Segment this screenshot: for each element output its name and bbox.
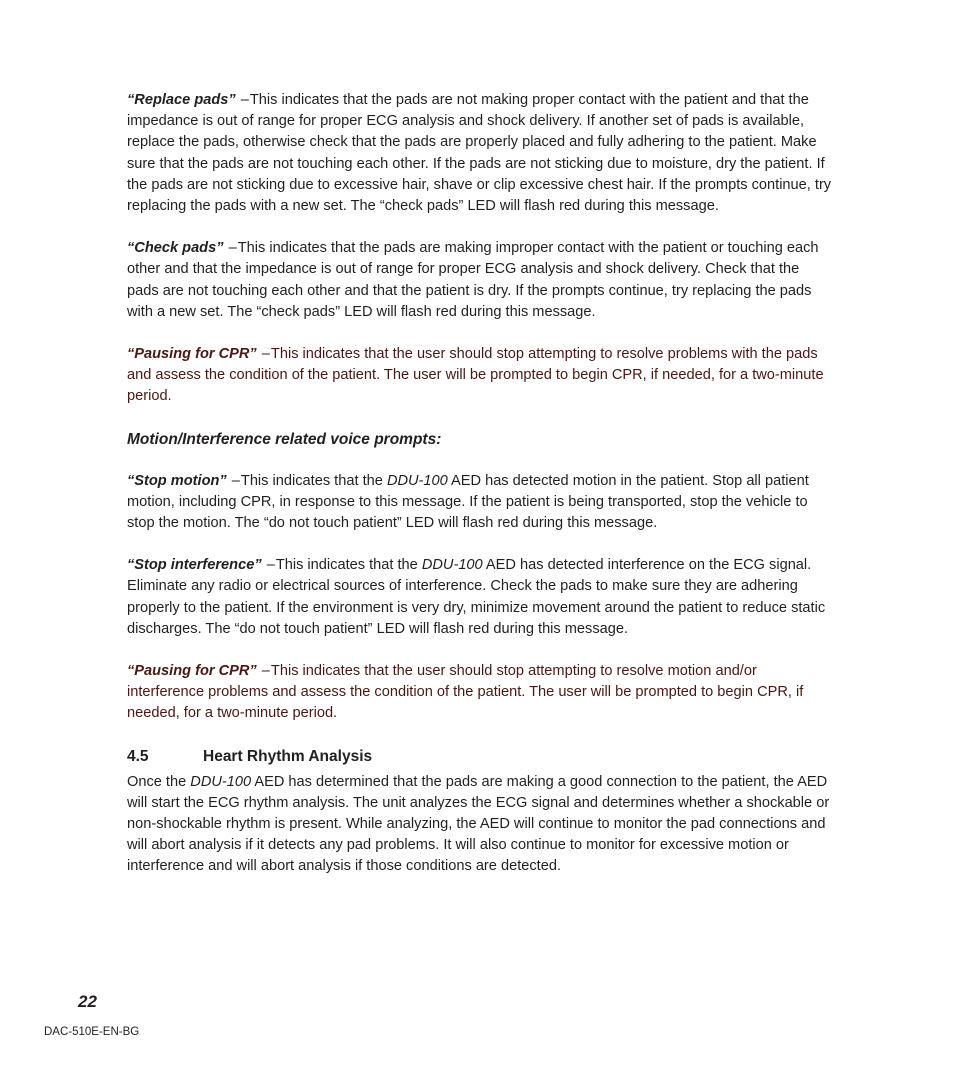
dash: – [261,663,270,680]
paragraph-text: AED has detected motion in the patient. Stop all patient motion, including CPR, in response to this message. If the patient is being transported, stop the vehicle to stop the motion. The “do not touch patient” LED will flash red during this message. [127,472,809,532]
page-content [127,90,832,899]
section-heading [127,746,832,768]
dash: – [261,346,270,363]
device-name: DDU-100 [386,472,448,489]
paragraph-text: This indicates that the pads are making improper contact with the patient or touching each other and that the impedance is out of range for proper ECG analysis and shock delivery. Check that the pads are not touching each other and that the patient is dry. If the prompts continue, try replacing the pads with a new set. The “check pads” LED will flash red during this message. [127,240,819,320]
document-code: DAC-510E-EN-BG [44,1026,140,1038]
paragraph-text: Once the [127,773,191,790]
paragraph-pausing-cpr-2 [127,661,832,725]
prompt-term: “Check pads” [127,240,224,257]
paragraph-text: AED has determined that the pads are making a good connection to the patient, the AED will start the ECG rhythm analysis. The unit analyzes the ECG signal and determines whether a shockable or non-shockable rhythm is present. While analyzing, the AED will continue to monitor the pad connections and will abort analysis if it detects any pad problems. It will also continue to monitor for excessive motion or interference and will abort analysis if those conditions are detected. [127,773,830,875]
paragraph-pausing-cpr-1 [127,344,832,408]
dash: – [231,472,240,489]
prompt-term: “Stop motion” [127,472,227,489]
dash: – [228,240,237,257]
prompt-term: “Pausing for CPR” [127,663,257,680]
paragraph-text: This indicates that the user should stop attempting to resolve problems with the pads and assess the condition of the patient. The user will be prompted to begin CPR, if needed, for a two-minute period. [127,346,824,405]
prompt-term: “Replace pads” [127,92,236,108]
dash: – [240,92,249,108]
paragraph-text: This indicates that the [240,472,387,489]
subheading-motion-interference: Motion/Interference related voice prompts: [127,430,442,448]
paragraph-text: AED has detected interference on the ECG signal. Eliminate any radio or electrical sources of interference. Check the pads to make sure they are adhering properly to the patient. If the environment is very dry, minimize movement around the patient to reduce static discharges. The “do not touch patient” LED will flash red during this message. [127,557,826,637]
prompt-term: “Stop interference” [127,557,262,574]
device-name: DDU-100 [421,557,483,574]
dash: – [266,557,275,574]
section-number: 4.5 [127,747,149,765]
paragraph-check-pads [127,238,832,323]
paragraph-stop-motion [127,471,832,535]
paragraph-text: This indicates that the user should stop attempting to resolve motion and/or interference problems and assess the condition of the patient. The user will be prompted to begin CPR, if needed, for a two-minute period. [127,663,804,722]
paragraph-stop-interference [127,555,832,640]
device-name: DDU-100 [190,773,252,790]
paragraph-text: This indicates that the [275,557,422,574]
page-number: 22 [78,992,97,1011]
prompt-term: “Pausing for CPR” [127,346,257,363]
paragraph-text: This indicates that the pads are not making proper contact with the patient and that the impedance is out of range for proper ECG analysis and shock delivery. If another set of pads is available, replace the pads, otherwise check that the pads are properly placed and fully adhering to the patient. Make sure that the pads are not touching each other. If the pads are not sticking due to moisture, dry the patient. If the pads are not sticking due to excessive hair, shave or clip excessive chest hair. If the prompts continue, try replacing the pads with a new set. The “check pads” LED will flash red during this message. [127,92,832,215]
paragraph-replace-pads [127,90,832,217]
paragraph-heart-rhythm [127,772,832,878]
section-title: Heart Rhythm Analysis [203,747,373,765]
